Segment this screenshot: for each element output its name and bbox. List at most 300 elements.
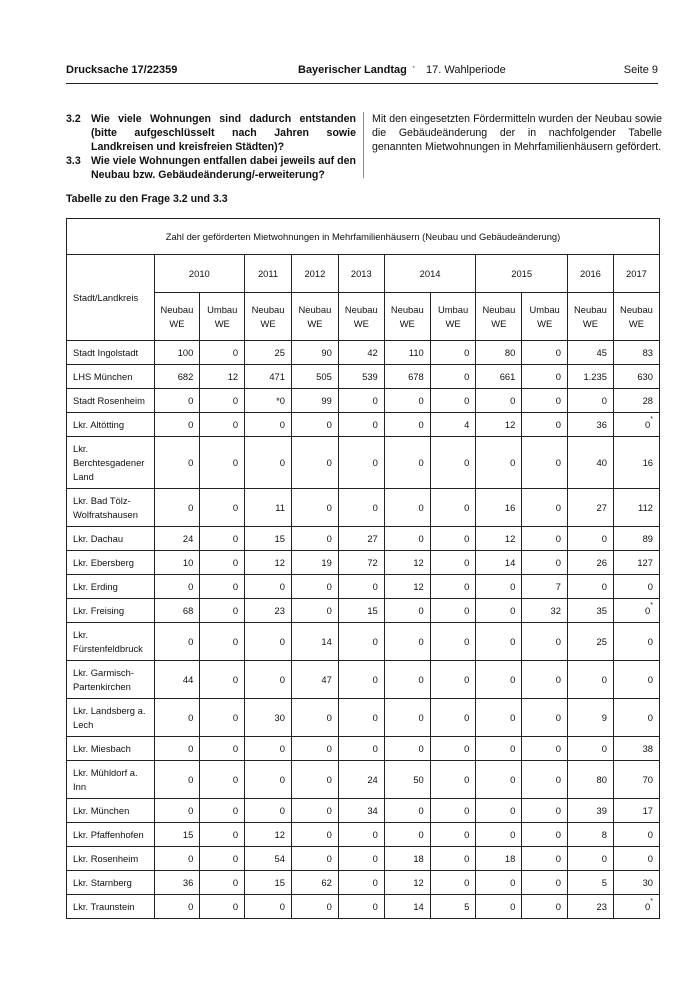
- value-cell: 0: [200, 761, 245, 799]
- district-name-line: Lkr. Landsberg a.: [73, 704, 146, 716]
- value-cell: *0: [245, 389, 292, 413]
- value-cell: 89: [613, 527, 659, 551]
- district-name: [67, 389, 155, 413]
- value-cell: 15: [338, 599, 384, 623]
- value-cell: 505: [291, 365, 338, 389]
- value-cell: 54: [245, 847, 292, 871]
- document-number: Drucksache 17/22359: [66, 64, 178, 76]
- value-cell: 0: [613, 847, 659, 871]
- value-cell: 0: [200, 661, 245, 699]
- district-name-line: Stadt Rosenheim: [73, 394, 145, 406]
- value-cell: 0: [338, 413, 384, 437]
- value-cell: 0: [384, 737, 430, 761]
- value-cell: 50: [384, 761, 430, 799]
- value-cell: 0: [522, 847, 568, 871]
- value-cell: 5: [567, 871, 613, 895]
- value-cell: 0: [384, 527, 430, 551]
- value-cell: 12: [384, 575, 430, 599]
- value-cell: 0: [154, 489, 200, 527]
- value-cell: 47: [291, 661, 338, 699]
- table-row: [67, 895, 660, 919]
- value-cell: 1.235: [567, 365, 613, 389]
- value-cell: 0: [245, 737, 292, 761]
- value-cell: 0: [384, 623, 430, 661]
- value-cell: 0: [522, 661, 568, 699]
- value-cell: 0: [430, 847, 476, 871]
- district-name-line: Lkr. Garmisch-: [73, 666, 134, 678]
- value-cell: 0: [154, 737, 200, 761]
- table-row: [67, 575, 660, 599]
- value-cell: 0: [567, 389, 613, 413]
- year-header: 2016: [567, 255, 613, 293]
- column-subheader: [567, 293, 613, 341]
- value-cell: 100: [154, 341, 200, 365]
- district-name: [67, 599, 155, 623]
- value-cell: 0: [567, 575, 613, 599]
- subheader-line: Neubau: [160, 303, 194, 315]
- district-name-line: Lkr. Bad Tölz-: [73, 494, 131, 506]
- district-name-line: Lkr. Altötting: [73, 418, 125, 430]
- page-number: Seite 9: [623, 64, 658, 76]
- district-name: [67, 661, 155, 699]
- year-header: 2015: [476, 255, 568, 293]
- district-name-line: LHS München: [73, 370, 133, 382]
- value-cell: 0: [291, 699, 338, 737]
- district-name: [67, 895, 155, 919]
- value-cell: 0: [430, 661, 476, 699]
- housing-table: [66, 218, 660, 919]
- value-cell: 0: [200, 823, 245, 847]
- district-name: [67, 365, 155, 389]
- footnote-marker: *: [650, 602, 653, 609]
- value-cell: 0: [245, 413, 292, 437]
- value-cell: 0: [430, 761, 476, 799]
- subheader-line: Neubau: [574, 303, 607, 315]
- column-divider: [363, 112, 364, 178]
- value-cell: 0: [567, 847, 613, 871]
- value-cell: 0: [338, 661, 384, 699]
- question-3-2: [66, 112, 356, 154]
- value-cell: 0: [338, 575, 384, 599]
- value-cell: 0: [613, 623, 659, 661]
- district-name-line: Lkr. Freising: [73, 604, 125, 616]
- value-cell: 0: [384, 823, 430, 847]
- value-cell: 0: [245, 895, 292, 919]
- subheader-line: WE: [445, 317, 461, 329]
- value-cell: 0: [154, 699, 200, 737]
- value-cell: 0: [200, 575, 245, 599]
- value-cell: 99: [291, 389, 338, 413]
- subheader-line: WE: [537, 317, 553, 329]
- legislative-period: 17. Wahlperiode: [426, 64, 506, 76]
- value-cell: 15: [154, 823, 200, 847]
- value-cell: 83: [613, 341, 659, 365]
- value-cell: 0: [200, 895, 245, 919]
- row-header: Stadt/Landkreis: [67, 255, 155, 341]
- value-cell: 0: [291, 489, 338, 527]
- value-cell: 0: [291, 437, 338, 489]
- value-cell: 27: [338, 527, 384, 551]
- district-name: [67, 699, 155, 737]
- value-cell: 0: [476, 699, 522, 737]
- value-cell: 0: [430, 871, 476, 895]
- value-cell: 0: [522, 413, 568, 437]
- value-cell: 27: [567, 489, 613, 527]
- value-cell: 0*: [613, 599, 659, 623]
- value-cell: 0: [522, 737, 568, 761]
- value-cell: 70: [613, 761, 659, 799]
- value-cell: 0: [430, 599, 476, 623]
- district-name: [67, 847, 155, 871]
- value-cell: 0: [200, 527, 245, 551]
- value-cell: 0: [338, 823, 384, 847]
- value-cell: 16: [476, 489, 522, 527]
- value-cell: 12: [476, 527, 522, 551]
- table-row: [67, 871, 660, 895]
- value-cell: 0: [430, 527, 476, 551]
- value-cell: 0: [476, 895, 522, 919]
- value-cell: 0: [291, 737, 338, 761]
- value-cell: 25: [245, 341, 292, 365]
- value-cell: 0: [476, 799, 522, 823]
- column-subheader: [613, 293, 659, 341]
- column-subheader: [200, 293, 245, 341]
- value-cell: 0: [522, 799, 568, 823]
- value-cell: 18: [384, 847, 430, 871]
- value-cell: 0: [384, 699, 430, 737]
- value-cell: 0: [476, 871, 522, 895]
- question-number: 3.3: [66, 155, 81, 167]
- value-cell: 0: [154, 437, 200, 489]
- subheader-line: WE: [491, 317, 507, 329]
- value-cell: 0: [291, 847, 338, 871]
- value-cell: 24: [338, 761, 384, 799]
- parliament-name: Bayerischer Landtag: [298, 64, 407, 76]
- value-cell: 26: [567, 551, 613, 575]
- district-name-line: Stadt Ingolstadt: [73, 346, 139, 358]
- value-cell: 0: [522, 489, 568, 527]
- value-cell: 38: [613, 737, 659, 761]
- subheader-line: Neubau: [390, 303, 424, 315]
- value-cell: 0: [522, 699, 568, 737]
- value-cell: 0: [430, 623, 476, 661]
- value-cell: 0: [291, 599, 338, 623]
- year-header: 2014: [384, 255, 476, 293]
- value-cell: 0: [291, 527, 338, 551]
- value-cell: 0: [245, 623, 292, 661]
- value-cell: 14: [384, 895, 430, 919]
- subheader-line: Neubau: [251, 303, 285, 315]
- value-cell: 5: [430, 895, 476, 919]
- value-cell: 0: [522, 437, 568, 489]
- value-cell: 0: [476, 623, 522, 661]
- subheader-line: Neubau: [482, 303, 516, 315]
- district-name-line: Lkr. Rosenheim: [73, 852, 139, 864]
- value-cell: 0*: [613, 895, 659, 919]
- value-cell: 0: [245, 799, 292, 823]
- value-cell: 0: [200, 551, 245, 575]
- value-cell: 678: [384, 365, 430, 389]
- footnote-marker: *: [650, 416, 653, 423]
- value-cell: 0: [522, 623, 568, 661]
- value-cell: 0: [522, 895, 568, 919]
- value-cell: 0: [476, 661, 522, 699]
- value-cell: 0: [338, 699, 384, 737]
- table-row: [67, 365, 660, 389]
- value-cell: 0: [200, 599, 245, 623]
- value-cell: 35: [567, 599, 613, 623]
- value-cell: 15: [245, 871, 292, 895]
- value-cell: 11: [245, 489, 292, 527]
- value-cell: 0: [291, 575, 338, 599]
- value-cell: 0*: [613, 413, 659, 437]
- value-cell: 0: [154, 761, 200, 799]
- value-cell: 36: [567, 413, 613, 437]
- value-cell: 0: [430, 341, 476, 365]
- subheader-line: WE: [628, 317, 645, 329]
- value-cell: 0: [476, 761, 522, 799]
- table-row: [67, 823, 660, 847]
- subheader-line: Neubau: [620, 303, 653, 315]
- question-number: 3.2: [66, 113, 81, 125]
- value-cell: 0: [522, 365, 568, 389]
- year-header: 2013: [338, 255, 384, 293]
- value-cell: 0: [200, 389, 245, 413]
- value-cell: 0: [200, 437, 245, 489]
- table-row: [67, 599, 660, 623]
- district-name-line: Land: [73, 470, 94, 482]
- value-cell: 0: [430, 437, 476, 489]
- district-name-line: Lkr. Starnberg: [73, 876, 132, 888]
- value-cell: 36: [154, 871, 200, 895]
- value-cell: 0: [476, 737, 522, 761]
- value-cell: 0: [154, 623, 200, 661]
- value-cell: 0: [384, 799, 430, 823]
- value-cell: 0: [245, 575, 292, 599]
- value-cell: 0: [291, 895, 338, 919]
- value-cell: 0: [384, 661, 430, 699]
- value-cell: 0: [567, 737, 613, 761]
- value-cell: 44: [154, 661, 200, 699]
- value-cell: 0: [522, 551, 568, 575]
- district-name-line: Lkr. Miesbach: [73, 742, 131, 754]
- value-cell: 0: [338, 895, 384, 919]
- value-cell: 0: [384, 413, 430, 437]
- value-cell: 14: [291, 623, 338, 661]
- value-cell: 40: [567, 437, 613, 489]
- value-cell: 0: [430, 489, 476, 527]
- table-row: [67, 623, 660, 661]
- column-subheader: [245, 293, 292, 341]
- year-header: 2012: [291, 255, 338, 293]
- district-name-line: Lkr. München: [73, 804, 130, 816]
- district-name: [67, 737, 155, 761]
- value-cell: 0: [338, 623, 384, 661]
- question-text: Wie viele Wohnungen sind dadurch entstanden (bitte aufgeschlüsselt nach Jahren sowie Landkreisen und kreisfreien Städten)?: [91, 113, 356, 153]
- district-name-line: Lkr. Mühldorf a.: [73, 766, 138, 778]
- value-cell: 0: [154, 895, 200, 919]
- value-cell: 24: [154, 527, 200, 551]
- table-row: [67, 551, 660, 575]
- value-cell: 471: [245, 365, 292, 389]
- value-cell: 0: [384, 489, 430, 527]
- value-cell: 0: [154, 389, 200, 413]
- value-cell: 127: [613, 551, 659, 575]
- district-name-line: Lkr.: [73, 442, 89, 454]
- question-text: Wie viele Wohnungen entfallen dabei jeweils auf den Neubau bzw. Gebäudeänderung/-erweiterung?: [91, 155, 356, 181]
- subheader-line: Neubau: [344, 303, 378, 315]
- district-name: [67, 823, 155, 847]
- value-cell: 0: [430, 737, 476, 761]
- district-name: [67, 341, 155, 365]
- value-cell: 0: [200, 623, 245, 661]
- value-cell: 45: [567, 341, 613, 365]
- value-cell: 0: [200, 341, 245, 365]
- value-cell: 0: [430, 699, 476, 737]
- value-cell: 0: [200, 737, 245, 761]
- year-header: 2011: [245, 255, 292, 293]
- value-cell: 12: [245, 551, 292, 575]
- district-name: [67, 761, 155, 799]
- subheader-line: WE: [169, 317, 185, 329]
- value-cell: 682: [154, 365, 200, 389]
- district-name: [67, 527, 155, 551]
- value-cell: 15: [245, 527, 292, 551]
- value-cell: 0: [154, 847, 200, 871]
- value-cell: 80: [476, 341, 522, 365]
- table-row: [67, 799, 660, 823]
- value-cell: 0: [476, 437, 522, 489]
- column-subheader: [522, 293, 568, 341]
- value-cell: 0: [522, 341, 568, 365]
- value-cell: 0: [613, 823, 659, 847]
- column-subheader: [154, 293, 200, 341]
- value-cell: 0: [476, 823, 522, 847]
- value-cell: 539: [338, 365, 384, 389]
- value-cell: 0: [338, 871, 384, 895]
- year-header: 2017: [613, 255, 659, 293]
- district-name-line: Lech: [73, 718, 94, 730]
- value-cell: 630: [613, 365, 659, 389]
- district-name: [67, 489, 155, 527]
- subheader-line: WE: [353, 317, 369, 329]
- table-caption: Tabelle zu den Frage 3.2 und 3.3: [66, 193, 228, 205]
- value-cell: 0: [522, 871, 568, 895]
- value-cell: 0: [245, 761, 292, 799]
- district-name-line: Fürstenfeldbruck: [73, 642, 143, 654]
- value-cell: 0: [291, 413, 338, 437]
- answer-text: Mit den eingesetzten Fördermitteln wurden der Neubau sowie die Gebäudeänderung der in nachfolgender Tabelle genannten Mietwohnungen in Mehrfamilienhäusern gefördert.: [372, 113, 662, 153]
- column-subheader: [476, 293, 522, 341]
- table-row: [67, 389, 660, 413]
- district-name-line: Lkr. Ebersberg: [73, 556, 134, 568]
- value-cell: 661: [476, 365, 522, 389]
- table-row: [67, 413, 660, 437]
- value-cell: 32: [522, 599, 568, 623]
- district-name: [67, 413, 155, 437]
- subheader-line: Umbau: [437, 303, 469, 315]
- value-cell: 0: [430, 551, 476, 575]
- value-cell: 18: [476, 847, 522, 871]
- value-cell: 0: [245, 437, 292, 489]
- value-cell: 0: [200, 799, 245, 823]
- value-cell: 0: [522, 389, 568, 413]
- value-cell: 0: [338, 489, 384, 527]
- value-cell: 23: [245, 599, 292, 623]
- value-cell: 12: [384, 871, 430, 895]
- value-cell: 0: [613, 575, 659, 599]
- value-cell: 68: [154, 599, 200, 623]
- district-name-line: Partenkirchen: [73, 680, 131, 692]
- value-cell: 0: [522, 761, 568, 799]
- district-name-line: Lkr.: [73, 628, 89, 640]
- table-title: Zahl der geförderten Mietwohnungen in Mehrfamilienhäusern (Neubau und Gebäudeänderung): [67, 219, 660, 255]
- district-name: [67, 623, 155, 661]
- value-cell: 39: [567, 799, 613, 823]
- district-name-line: Lkr. Erding: [73, 580, 118, 592]
- column-subheader: [430, 293, 476, 341]
- value-cell: 0: [338, 389, 384, 413]
- value-cell: 12: [384, 551, 430, 575]
- value-cell: 0: [613, 699, 659, 737]
- value-cell: 17: [613, 799, 659, 823]
- value-cell: 110: [384, 341, 430, 365]
- district-name-line: Lkr. Traunstein: [73, 900, 135, 912]
- district-name: [67, 871, 155, 895]
- header-rule: [66, 83, 658, 84]
- value-cell: 25: [567, 623, 613, 661]
- value-cell: 0: [567, 527, 613, 551]
- table-row: [67, 489, 660, 527]
- value-cell: 0: [384, 437, 430, 489]
- table-row: [67, 661, 660, 699]
- value-cell: 0: [522, 823, 568, 847]
- question-3-3: [66, 154, 356, 182]
- value-cell: 23: [567, 895, 613, 919]
- value-cell: 0: [200, 871, 245, 895]
- district-name-line: Berchtesgadener: [73, 456, 145, 468]
- value-cell: 8: [567, 823, 613, 847]
- value-cell: 0: [154, 799, 200, 823]
- value-cell: 12: [200, 365, 245, 389]
- value-cell: 14: [476, 551, 522, 575]
- value-cell: 0: [291, 823, 338, 847]
- value-cell: 62: [291, 871, 338, 895]
- value-cell: 0: [430, 365, 476, 389]
- value-cell: 0: [476, 599, 522, 623]
- table-row: [67, 737, 660, 761]
- value-cell: 42: [338, 341, 384, 365]
- subheader-line: Neubau: [298, 303, 332, 315]
- district-name: [67, 437, 155, 489]
- table-row: [67, 527, 660, 551]
- value-cell: 0: [476, 575, 522, 599]
- value-cell: 112: [613, 489, 659, 527]
- subheader-line: WE: [399, 317, 415, 329]
- value-cell: 0: [200, 413, 245, 437]
- subheader-line: WE: [307, 317, 323, 329]
- table-row: [67, 761, 660, 799]
- value-cell: 0: [384, 389, 430, 413]
- column-subheader: [384, 293, 430, 341]
- value-cell: 0: [154, 575, 200, 599]
- value-cell: 0: [613, 661, 659, 699]
- value-cell: 0: [567, 661, 613, 699]
- value-cell: 90: [291, 341, 338, 365]
- district-name: [67, 575, 155, 599]
- value-cell: 72: [338, 551, 384, 575]
- table-row: [67, 699, 660, 737]
